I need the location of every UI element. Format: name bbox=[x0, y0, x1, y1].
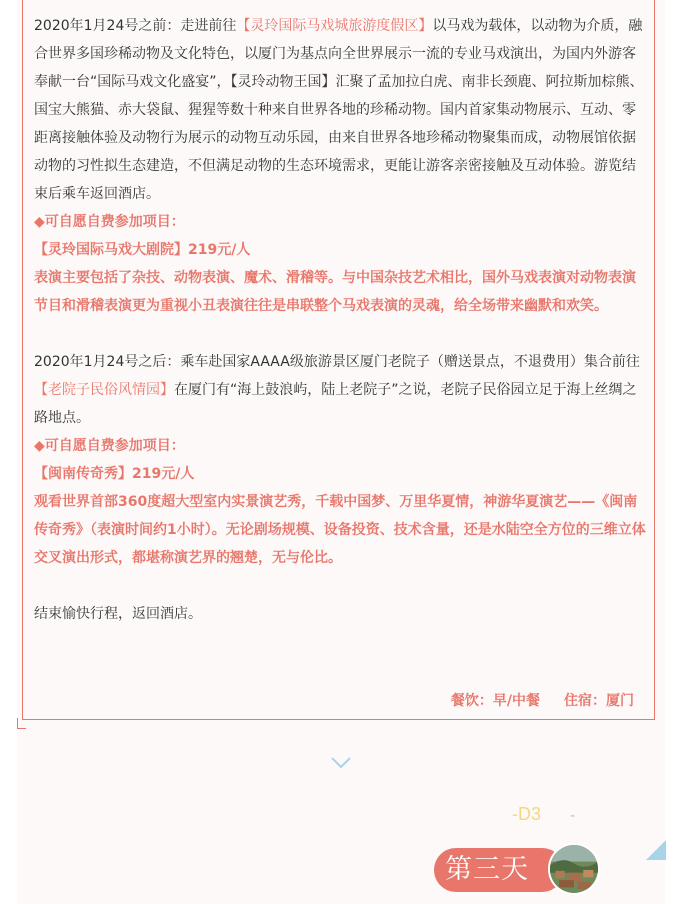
village-photo bbox=[548, 843, 600, 895]
meal-lodging-line bbox=[0, 690, 634, 710]
day-code-dash: - bbox=[570, 808, 576, 824]
meals-info: 餐饮：早/中餐 bbox=[450, 693, 540, 709]
card-corner-ornament bbox=[17, 718, 26, 729]
optional-desc-1: 表演主要包括了杂技、动物表演、魔术、滑稽等。与中国杂技艺术相比，国外马戏表演对动物表演节目和滑稽表演更为重视小丑表演往往是串联整个马戏表演的灵魂，给全场带来幽默和欢笑。 bbox=[34, 270, 636, 314]
lodging-info: 住宿：厦门 bbox=[564, 693, 634, 709]
corner-triangle bbox=[646, 840, 666, 860]
chevron-down-icon[interactable] bbox=[330, 756, 352, 770]
circus-resort-link: 【灵玲国际马戏城旅游度假区】 bbox=[236, 18, 433, 34]
day-label: 第三天 bbox=[445, 854, 529, 885]
day-code: -D3 bbox=[512, 804, 542, 824]
paragraph-day-after: 2020年1月24号之后：乘车赴国家AAAA级旅游景区厦门老院子（赠送景点，不退费用）集合前往【老院子民俗风情园】在厦门有“海上鼓浪屿，陆上老院子”之说，老院子民俗园立足于海上丝绸之路地点。 bbox=[34, 354, 640, 426]
folk-park-link: 【老院子民俗风情园】 bbox=[34, 382, 174, 398]
optional-title-1: ◆可自愿自费参加项目： bbox=[34, 214, 185, 230]
closing-text: 结束愉快行程，返回酒店。 bbox=[34, 606, 202, 622]
optional-item-1: 【灵玲国际马戏大剧院】219元/人 bbox=[34, 242, 251, 258]
optional-item-2: 【闽南传奇秀】219元/人 bbox=[34, 466, 195, 482]
optional-title-2: ◆可自愿自费参加项目： bbox=[34, 438, 185, 454]
itinerary-content bbox=[34, 12, 646, 628]
optional-desc-2: 观看世界首部360度超大型室内实景演艺秀，千载中国梦、万里华夏情，神游华夏演艺——《闽南传奇秀》（表演时间约1小时）。无论剧场规模、设备投资、技术含量，还是水陆空全方位的三维立体交叉演出形式，都堪称演艺界的翘楚，无与伦比。 bbox=[34, 494, 646, 566]
paragraph-day-before: 2020年1月24号之前：走进前往【灵玲国际马戏城旅游度假区】以马戏为载体，以动物为介质，融合世界多国珍稀动物及文化特色，以厦门为基点向全世界展示一流的专业马戏演出，为国内外游客奉献一台“国际马戏文化盛宴”，【灵玲动物王国】汇聚了孟加拉白虎、南非长颈鹿、阿拉斯加棕熊、国宝大熊猫、赤大袋鼠、猩猩等数十种来自世界各地的珍稀动物。国内首家集动物展示、互动、零距离接触体验及动物行为展示的动物互动乐园，由来自世界各地珍稀动物聚集而成，动物展馆依据动物的习性拟生态建造，不但满足动物的生态环境需求，更能让游客亲密接触及互动体验。游览结束后乘车返回酒店。 bbox=[34, 18, 644, 202]
